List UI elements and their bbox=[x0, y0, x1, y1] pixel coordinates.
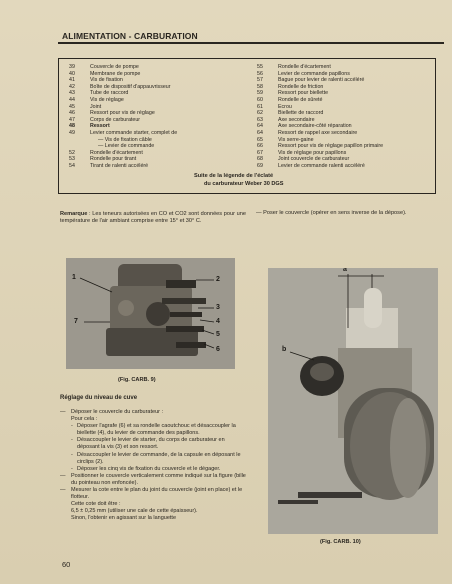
legend-text: Membrane de pompe bbox=[90, 70, 141, 77]
legend-text: Tube de raccord bbox=[90, 90, 129, 97]
legend-text: Levier commande starter, complet de bbox=[90, 129, 178, 136]
legend-text: Vis de réglage pour papillons bbox=[278, 149, 347, 156]
legend-text: Corps de carburateur bbox=[90, 116, 141, 123]
legend-column-right bbox=[257, 64, 433, 170]
procedure-step bbox=[60, 487, 248, 501]
carburetor-photo bbox=[66, 258, 235, 369]
legend-text: Ressort pour vis de réglage papillon primaire bbox=[278, 143, 384, 150]
legend-row bbox=[69, 97, 249, 104]
figure-10-caption: (Fig. CARB. 10) bbox=[320, 539, 361, 545]
substep-text: Déposer l'agrafe (6) et sa rondelle caoutchouc et désaccoupler la biellette (4), du levier de commande des papillons. bbox=[77, 423, 236, 437]
legend-number: 39 bbox=[69, 64, 75, 70]
legend-text: Rondelle de friction bbox=[278, 83, 324, 90]
pour-cela-label: Pour cela : bbox=[71, 416, 98, 423]
legend-text: Biellette de raccord bbox=[278, 110, 324, 117]
legend-number bbox=[69, 143, 90, 150]
legend-number: 41 bbox=[69, 77, 75, 84]
legend-number bbox=[69, 137, 90, 144]
legend-row bbox=[257, 123, 433, 130]
legend-row bbox=[257, 137, 433, 144]
callout-2: 2 bbox=[216, 276, 220, 283]
legend-row bbox=[69, 84, 249, 91]
float-level-photo bbox=[268, 268, 438, 534]
legend-row bbox=[69, 163, 249, 170]
legend-column-left bbox=[69, 64, 249, 170]
legend-row bbox=[257, 71, 433, 78]
callout-b: b bbox=[282, 346, 287, 353]
legend-number: 42 bbox=[69, 83, 75, 90]
remark-text: : Les teneurs autorisées en CO et CO2 sont données pour une température de l'air ambiant comprise entre 15° et 30° C. bbox=[60, 211, 246, 225]
legend-number: 55 bbox=[257, 64, 263, 70]
legend-number: 43 bbox=[69, 90, 75, 97]
legend-row bbox=[69, 143, 249, 150]
legend-text: Ressort pour biellette bbox=[278, 90, 329, 97]
legend-row bbox=[69, 64, 249, 71]
legend-text: Ressort bbox=[90, 123, 110, 130]
legend-text: — Vis de fixation câble bbox=[98, 136, 152, 143]
callout-7: 7 bbox=[74, 318, 78, 325]
cote-line: Cette cote doit être : bbox=[71, 501, 121, 508]
legend-text: Rondelle pour tirant bbox=[90, 156, 137, 163]
legend-row bbox=[257, 97, 433, 104]
legend-row bbox=[257, 163, 433, 170]
page-header-title: ALIMENTATION - CARBURATION bbox=[62, 31, 198, 41]
callout-6: 6 bbox=[216, 346, 220, 353]
legend-row bbox=[257, 143, 433, 150]
header-rule bbox=[58, 42, 444, 44]
section-title: Réglage du niveau de cuve bbox=[60, 395, 138, 401]
procedure-substep bbox=[60, 423, 248, 437]
remark-paragraph bbox=[60, 211, 246, 226]
legend-row bbox=[257, 110, 433, 117]
legend-number: 49 bbox=[69, 129, 75, 136]
dash-marker: — bbox=[60, 409, 66, 415]
legend-row bbox=[257, 104, 433, 111]
legend-text: Tirant de ralenti accéléré bbox=[90, 162, 149, 169]
procedure-substep bbox=[60, 466, 248, 473]
legend-number: 40 bbox=[69, 70, 75, 77]
legend-text: Vis de réglage bbox=[90, 96, 124, 103]
step-text: Mesurer la cote entre le plan du joint du couvercle (joint en place) et le flotteur. bbox=[71, 487, 243, 501]
legend-row bbox=[69, 130, 249, 137]
legend-row bbox=[257, 130, 433, 137]
legend-number: 54 bbox=[69, 162, 75, 169]
legend-number: 67 bbox=[257, 149, 263, 156]
figure-9-caption: (Fig. CARB. 9) bbox=[118, 377, 156, 383]
callout-5: 5 bbox=[216, 331, 220, 338]
poser-paragraph: — Poser le couvercle (opérer en sens inverse de la dépose). bbox=[256, 210, 407, 216]
bullet-marker: - bbox=[71, 465, 73, 472]
legend-row bbox=[69, 150, 249, 157]
float-level-illustration bbox=[268, 268, 438, 534]
bullet-marker: - bbox=[71, 423, 73, 430]
bullet-marker: - bbox=[71, 437, 73, 444]
legend-number: 60 bbox=[257, 96, 263, 103]
legend-text: Couvercle de pompe bbox=[90, 64, 139, 70]
legend-text: Levier de commande ralenti accéléré bbox=[278, 162, 365, 169]
bullet-marker: - bbox=[71, 451, 73, 458]
legend-number: 64 bbox=[257, 129, 263, 136]
legend-row bbox=[69, 90, 249, 97]
procedure-step bbox=[60, 409, 248, 416]
callout-a: a bbox=[343, 268, 347, 273]
legend-caption-line2: du carburateur Weber 30 DGS bbox=[204, 181, 284, 187]
legend-text: Bague pour levier de ralenti accéléré bbox=[278, 77, 365, 84]
cote-line: 6,5 ± 0,25 mm (utiliser une cale de cette épaisseur). bbox=[71, 508, 198, 515]
callout-1: 1 bbox=[72, 274, 76, 281]
legend-caption bbox=[194, 172, 283, 188]
legend-row bbox=[257, 77, 433, 84]
substep-text: Désaccoupler le levier de starter, du corps de carburateur en déposant la vis (3) et son ressort. bbox=[77, 437, 225, 451]
legend-text: Joint couvercle de carburateur bbox=[278, 156, 350, 163]
legend-number: 68 bbox=[257, 156, 263, 163]
legend-row bbox=[69, 77, 249, 84]
legend-row bbox=[257, 84, 433, 91]
legend-number: 61 bbox=[257, 103, 263, 110]
legend-row bbox=[69, 104, 249, 111]
legend-row bbox=[69, 110, 249, 117]
legend-number: 65 bbox=[257, 136, 263, 143]
legend-number: 62 bbox=[257, 110, 263, 117]
step-text: Positionner le couvercle verticalement comme indiqué sur la figure (bille du pointeau non enfoncée). bbox=[71, 472, 246, 486]
legend-text: Rondelle de sûreté bbox=[278, 96, 323, 103]
legend-text: Ressort pour vis de réglage bbox=[90, 110, 155, 117]
legend-text: Joint bbox=[90, 103, 102, 110]
legend-text: Vis serre-gaine bbox=[278, 136, 314, 143]
cote-line: Sinon, l'obtenir en agissant sur la languette bbox=[71, 515, 177, 522]
legend-text: Boîte de dispositif d'appauvrisseur bbox=[90, 83, 171, 90]
legend-row bbox=[257, 156, 433, 163]
legend-number: 66 bbox=[257, 143, 263, 150]
legend-text: Ecrou bbox=[278, 103, 292, 110]
legend-number: 48 bbox=[69, 123, 75, 130]
legend-number: 53 bbox=[69, 156, 75, 163]
legend-number: 44 bbox=[69, 96, 75, 103]
legend-row bbox=[69, 123, 249, 130]
legend-number: 52 bbox=[69, 149, 75, 156]
legend-row bbox=[69, 71, 249, 78]
legend-text: Axe secondaire bbox=[278, 116, 315, 123]
legend-text: Vis de fixation bbox=[90, 77, 123, 84]
legend-number: 58 bbox=[257, 83, 263, 90]
legend-number: 45 bbox=[69, 103, 75, 110]
legend-number: 56 bbox=[257, 70, 263, 77]
legend-row bbox=[69, 117, 249, 124]
carburetor-illustration bbox=[66, 258, 235, 369]
substep-text: Déposer les cinq vis de fixation du couvercle et le dégager. bbox=[77, 465, 221, 472]
legend-number: 59 bbox=[257, 90, 263, 97]
legend-row bbox=[257, 150, 433, 157]
page-number: 60 bbox=[62, 560, 71, 569]
legend-text: Axe secondaire-côté réparation bbox=[278, 123, 352, 130]
legend-text: Levier de commande papillons bbox=[278, 70, 350, 77]
legend-text: — Levier de commande bbox=[98, 143, 155, 150]
legend-row bbox=[69, 137, 249, 144]
legend-text: Ressort de rappel axe secondaire bbox=[278, 129, 358, 136]
legend-text: Rondelle d'écartement bbox=[90, 149, 143, 156]
legend-caption-line1: Suite de la légende de l'éclaté bbox=[194, 173, 274, 179]
procedure-text bbox=[60, 409, 248, 523]
procedure-substep bbox=[60, 437, 248, 451]
legend-number: 47 bbox=[69, 116, 75, 123]
legend-row bbox=[69, 156, 249, 163]
legend-number: 69 bbox=[257, 162, 263, 169]
remark-label: Remarque bbox=[60, 211, 88, 217]
legend-text: Rondelle d'écartement bbox=[278, 64, 331, 70]
legend-number: 64 bbox=[257, 123, 263, 130]
dash-marker: — bbox=[60, 472, 66, 479]
procedure-substep bbox=[60, 452, 248, 466]
legend-number: 63 bbox=[257, 116, 263, 123]
legend-row bbox=[257, 90, 433, 97]
callout-3: 3 bbox=[216, 304, 220, 311]
legend-number: 46 bbox=[69, 110, 75, 117]
dash-marker: — bbox=[60, 487, 66, 494]
legend-row bbox=[257, 64, 433, 71]
legend-row bbox=[257, 117, 433, 124]
procedure-step bbox=[60, 473, 248, 487]
step-text: Déposer le couvercle du carburateur : bbox=[71, 409, 164, 415]
callout-4: 4 bbox=[216, 318, 220, 325]
legend-number: 57 bbox=[257, 77, 263, 84]
substep-text: Désaccoupler le levier de commande, de la capsule en déposant le circlips (2). bbox=[77, 451, 241, 465]
